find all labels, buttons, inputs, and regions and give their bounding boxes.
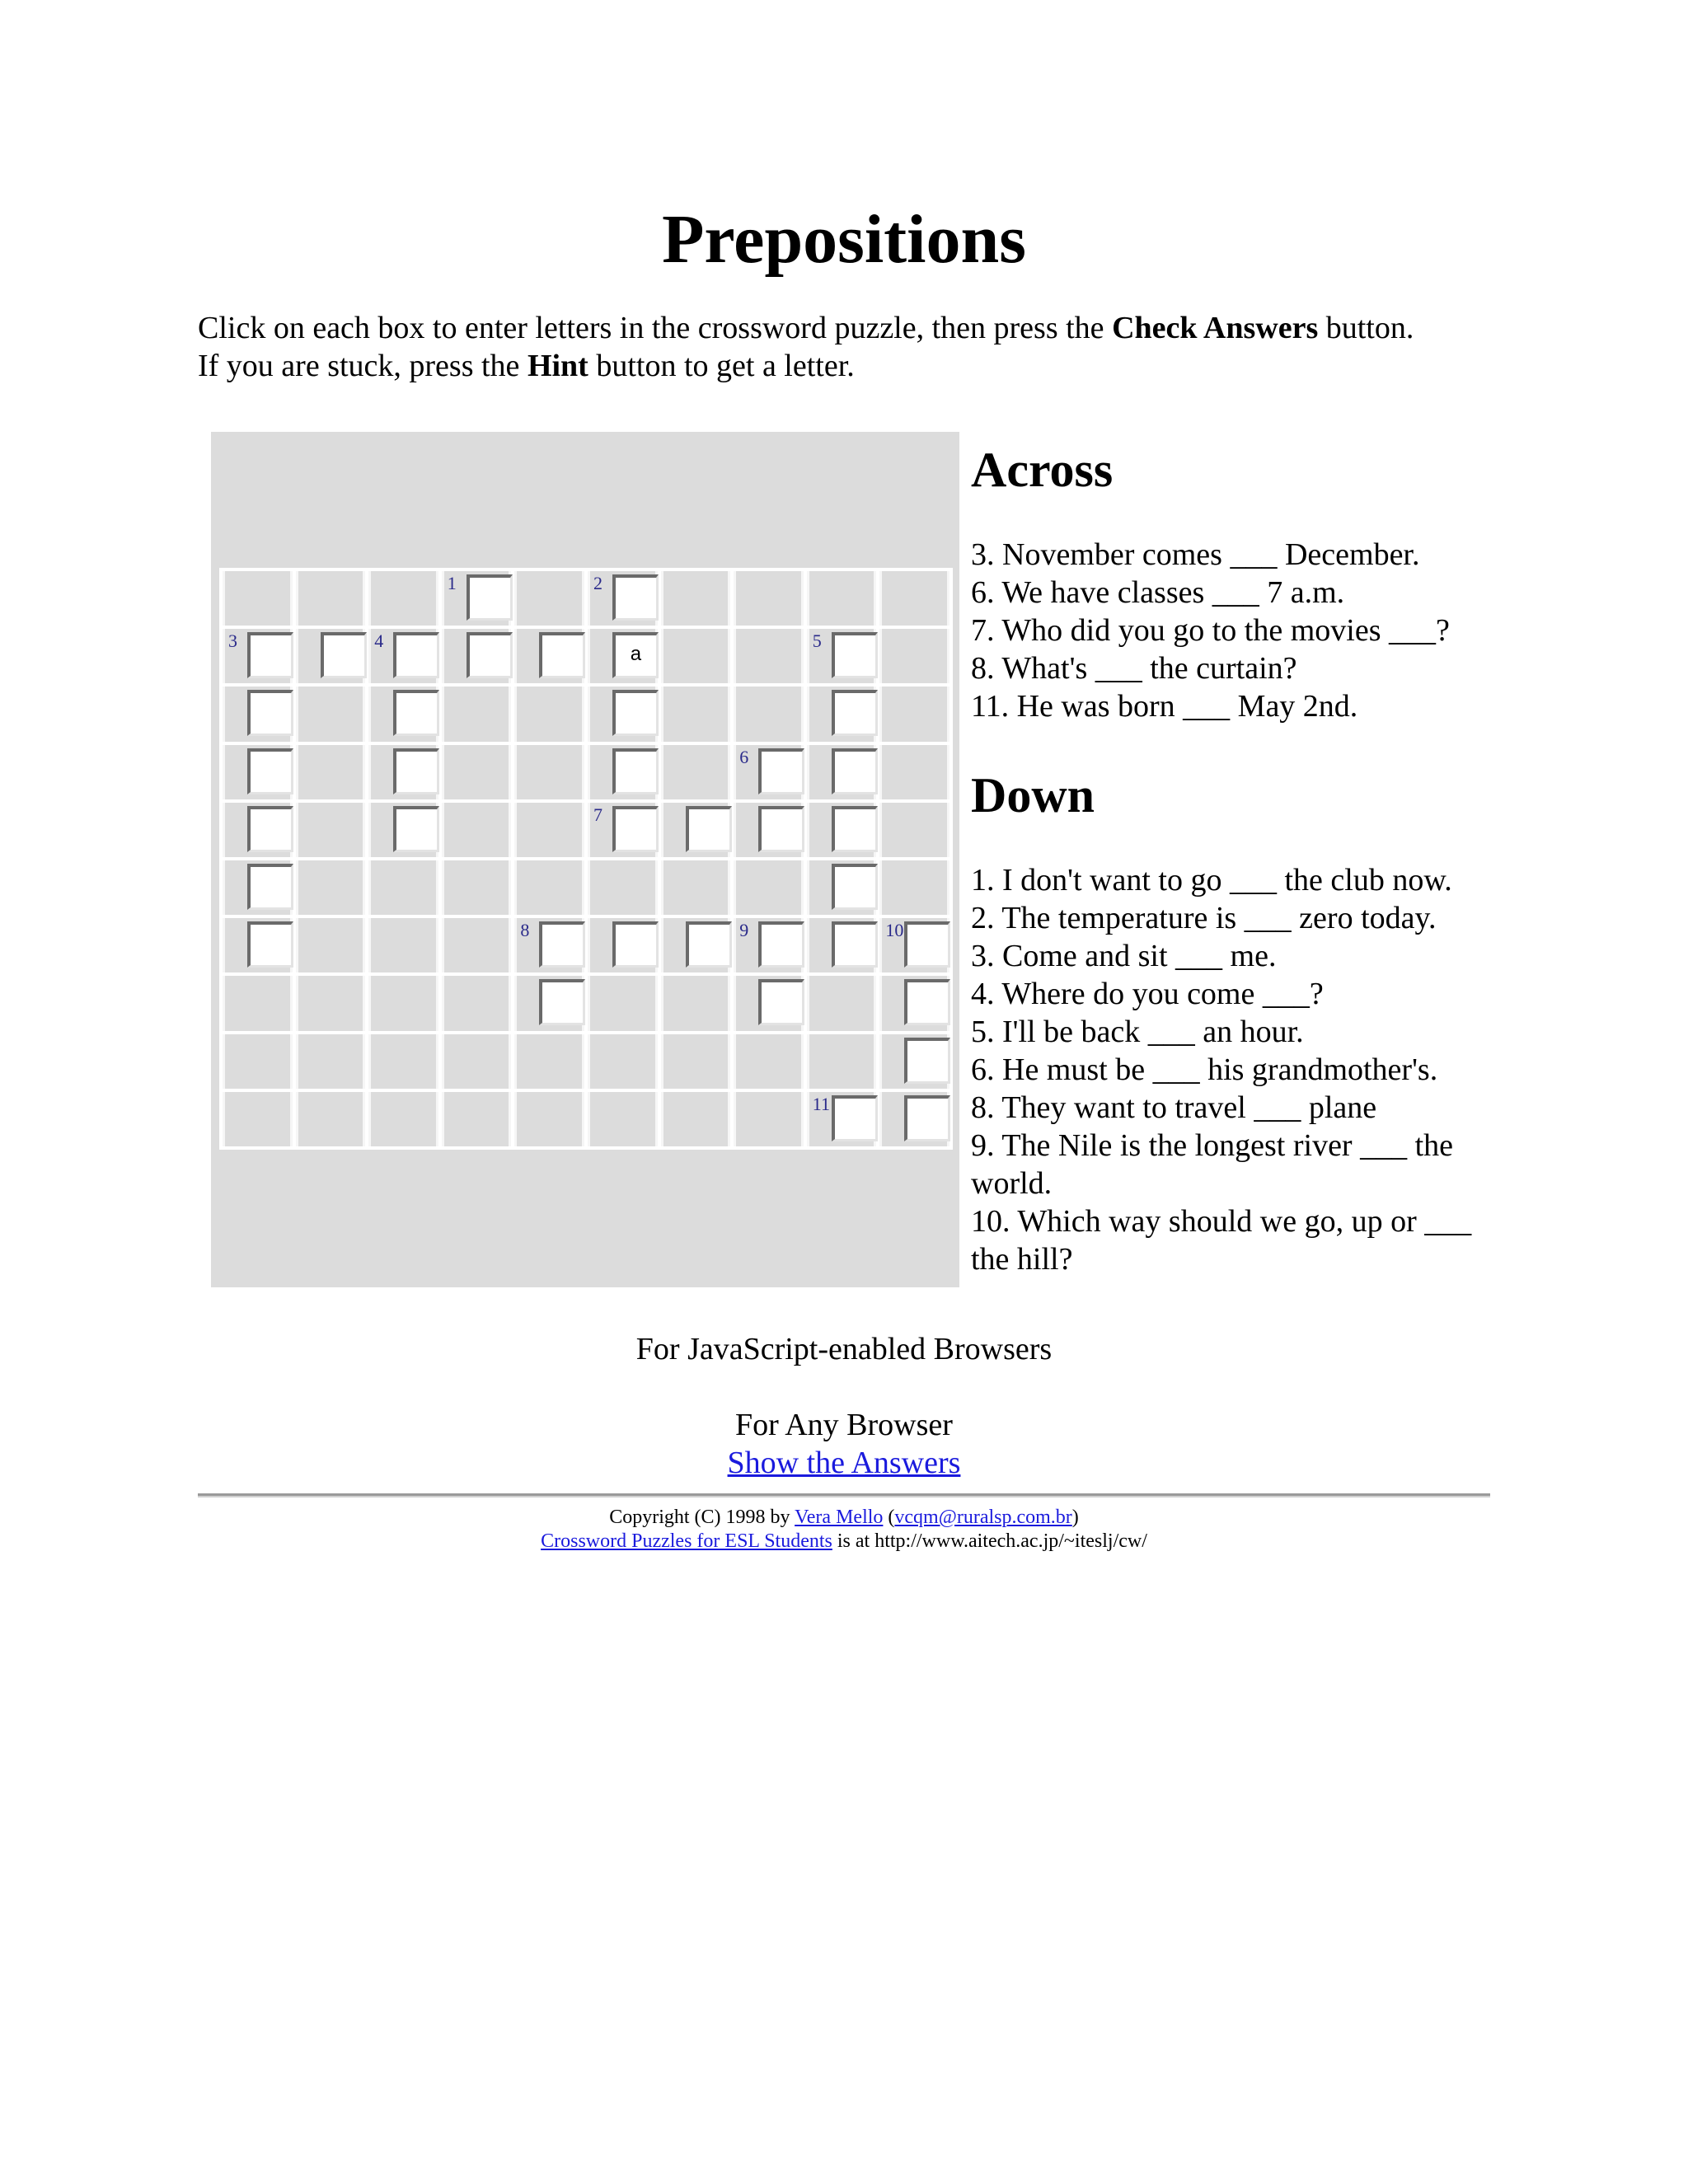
grid-cell xyxy=(296,860,366,915)
grid-cell xyxy=(368,976,438,1030)
instructions-line-2 xyxy=(198,347,1533,385)
grid-cell xyxy=(734,687,804,741)
grid-cell xyxy=(879,918,950,972)
grid-cell xyxy=(807,1034,877,1089)
grid-cell xyxy=(368,1092,438,1146)
grid-cell xyxy=(514,1034,584,1089)
grid-cell xyxy=(661,571,731,626)
down-clue: 1. I don't want to go ___ the club now. xyxy=(971,863,1452,898)
down-clue: 2. The temperature is ___ zero today. xyxy=(971,901,1437,935)
grid-cell xyxy=(734,745,804,799)
letter-box[interactable] xyxy=(393,806,439,852)
letter-box[interactable] xyxy=(904,921,950,968)
letter-box[interactable] xyxy=(612,921,659,968)
grid-cell xyxy=(661,629,731,683)
letter-box[interactable] xyxy=(758,748,804,794)
grid-cell xyxy=(879,1034,950,1089)
grid-cell xyxy=(588,860,658,915)
grid-cell xyxy=(807,687,877,741)
show-answers-row xyxy=(0,1444,1688,1482)
grid-cell xyxy=(223,629,293,683)
grid-cell xyxy=(442,571,512,626)
grid-cell xyxy=(442,745,512,799)
grid-cell xyxy=(514,687,584,741)
grid-cell xyxy=(661,803,731,857)
grid-cell xyxy=(661,918,731,972)
grid-cell xyxy=(514,803,584,857)
letter-box[interactable] xyxy=(832,806,878,852)
grid-cell xyxy=(368,629,438,683)
grid-cell xyxy=(661,1034,731,1089)
letter-box[interactable] xyxy=(832,921,878,968)
grid-cell xyxy=(879,860,950,915)
grid-cell xyxy=(734,571,804,626)
grid-cell xyxy=(879,687,950,741)
letter-box[interactable] xyxy=(539,979,585,1025)
letter-box[interactable] xyxy=(247,806,293,852)
grid-cell xyxy=(588,629,658,683)
clue-number: 8 xyxy=(520,920,530,941)
across-heading: Across xyxy=(971,443,1114,497)
clue-number: 3 xyxy=(228,630,237,652)
clue-number: 10 xyxy=(885,920,904,941)
grid-cell xyxy=(442,918,512,972)
grid-cell xyxy=(296,1092,366,1146)
author-link[interactable]: Vera Mello xyxy=(795,1507,884,1528)
grid-cell xyxy=(514,976,584,1030)
letter-box[interactable] xyxy=(539,921,585,968)
letter-box[interactable] xyxy=(904,1038,950,1084)
grid-cell xyxy=(223,1034,293,1089)
grid-cell xyxy=(661,687,731,741)
crossword-panel xyxy=(211,432,959,1287)
grid-cell xyxy=(296,803,366,857)
grid-cell xyxy=(807,745,877,799)
across-clue: 6. We have classes ___ 7 a.m. xyxy=(971,575,1345,610)
grid-cell xyxy=(368,860,438,915)
grid-cell xyxy=(442,687,512,741)
down-clue: 3. Come and sit ___ me. xyxy=(971,939,1277,973)
grid-cell xyxy=(879,571,950,626)
grid-cell xyxy=(661,745,731,799)
down-heading: Down xyxy=(971,768,1095,823)
site-url-text: is at http://www.aitech.ac.jp/~iteslj/cw/ xyxy=(832,1530,1147,1552)
letter-box[interactable] xyxy=(904,979,950,1025)
show-answers-link[interactable]: Show the Answers xyxy=(727,1446,961,1480)
clue-number: 6 xyxy=(739,746,749,767)
grid-cell xyxy=(588,1092,658,1146)
grid-cell xyxy=(296,1034,366,1089)
grid-cell xyxy=(223,803,293,857)
letter-box[interactable] xyxy=(467,632,513,678)
clue-number: 4 xyxy=(374,630,384,652)
grid-cell xyxy=(807,918,877,972)
down-clue: 4. Where do you come ___? xyxy=(971,977,1324,1011)
clue-number: 7 xyxy=(593,804,603,825)
clue-number: 2 xyxy=(593,573,603,593)
grid-cell xyxy=(588,918,658,972)
grid-cell xyxy=(442,860,512,915)
instructions-line-1 xyxy=(198,309,1533,347)
across-clue: 7. Who did you go to the movies ___? xyxy=(971,613,1450,648)
letter-box[interactable] xyxy=(832,864,878,910)
letter-box[interactable] xyxy=(832,632,878,678)
grid-cell xyxy=(734,1034,804,1089)
grid-cell xyxy=(223,745,293,799)
grid-cell xyxy=(734,860,804,915)
grid-cell xyxy=(661,860,731,915)
across-clue: 3. November comes ___ December. xyxy=(971,537,1420,572)
down-clue: 10. Which way should we go, up or ___ the hill? xyxy=(971,1204,1472,1277)
across-clue: 11. He was born ___ May 2nd. xyxy=(971,689,1358,724)
letter-box[interactable] xyxy=(612,806,659,852)
grid-cell xyxy=(442,803,512,857)
email-link[interactable]: vcqm@ruralsp.com.br xyxy=(894,1507,1072,1528)
instructions-text: Click on each box to enter letters in the crossword puzzle, then press the xyxy=(198,311,1113,345)
grid-cell xyxy=(807,860,877,915)
grid-cell xyxy=(588,803,658,857)
clue-number: 11 xyxy=(812,1093,830,1114)
letter-box[interactable] xyxy=(467,574,513,621)
instructions-text: button to get a letter. xyxy=(588,349,855,383)
grid-cell xyxy=(807,1092,877,1146)
letter-box[interactable] xyxy=(393,632,439,678)
grid-cell xyxy=(807,571,877,626)
footer-divider xyxy=(198,1493,1490,1497)
grid-cell xyxy=(879,629,950,683)
letter-box[interactable] xyxy=(247,864,293,910)
grid-cell xyxy=(588,976,658,1030)
across-clue: 8. What's ___ the curtain? xyxy=(971,651,1297,686)
letter-box[interactable] xyxy=(758,921,804,968)
paren-open: ( xyxy=(883,1507,895,1528)
letter-box[interactable] xyxy=(904,1095,950,1141)
grid-cell xyxy=(879,1092,950,1146)
letter-box[interactable] xyxy=(247,748,293,794)
copyright-line xyxy=(0,1506,1688,1530)
down-clue: 8. They want to travel ___ plane xyxy=(971,1090,1377,1125)
grid-cell xyxy=(807,976,877,1030)
letter-box[interactable] xyxy=(686,921,732,968)
letter-box[interactable]: a xyxy=(612,632,659,678)
letter-box[interactable] xyxy=(612,690,659,736)
page-title: Prepositions xyxy=(662,201,1026,278)
grid-cell xyxy=(223,687,293,741)
crossword-grid xyxy=(219,568,953,1150)
grid-cell xyxy=(223,571,293,626)
grid-cell xyxy=(296,571,366,626)
grid-cell xyxy=(514,918,584,972)
letter-box[interactable] xyxy=(247,690,293,736)
grid-cell xyxy=(588,1034,658,1089)
clue-number: 9 xyxy=(739,920,749,941)
any-browser-label: For Any Browser xyxy=(735,1408,953,1442)
grid-cell xyxy=(734,976,804,1030)
letter-box[interactable] xyxy=(321,632,367,678)
js-browsers-label: For JavaScript-enabled Browsers xyxy=(635,1332,1053,1366)
down-clue: 5. I'll be back ___ an hour. xyxy=(971,1015,1304,1049)
grid-cell xyxy=(296,745,366,799)
site-line xyxy=(0,1530,1688,1554)
hint-label: Hint xyxy=(527,349,588,383)
clue-number: 5 xyxy=(812,630,822,652)
letter-box[interactable] xyxy=(686,806,732,852)
letter-box[interactable] xyxy=(393,690,439,736)
down-clue: 6. He must be ___ his grandmother's. xyxy=(971,1052,1438,1087)
letter-box[interactable] xyxy=(393,748,439,794)
grid-cell xyxy=(514,860,584,915)
instructions-text: If you are stuck, press the xyxy=(198,349,528,383)
grid-cell xyxy=(223,1092,293,1146)
grid-cell xyxy=(223,976,293,1030)
grid-cell xyxy=(368,571,438,626)
letter-box[interactable] xyxy=(247,632,293,678)
down-clues xyxy=(971,861,1498,1278)
esl-crossword-link[interactable]: Crossword Puzzles for ESL Students xyxy=(541,1530,832,1552)
letter-box[interactable] xyxy=(832,1095,878,1141)
grid-cell xyxy=(661,1092,731,1146)
grid-cell xyxy=(296,918,366,972)
grid-cell xyxy=(368,745,438,799)
clue-number: 1 xyxy=(447,573,457,593)
grid-cell xyxy=(514,745,584,799)
grid-cell xyxy=(807,803,877,857)
letter-box[interactable] xyxy=(832,690,878,736)
paren-close: ) xyxy=(1071,1507,1079,1528)
grid-cell xyxy=(879,745,950,799)
grid-cell xyxy=(807,629,877,683)
copyright-text: Copyright (C) 1998 by xyxy=(609,1507,795,1528)
grid-cell xyxy=(296,687,366,741)
check-answers-label: Check Answers xyxy=(1112,311,1319,345)
grid-cell xyxy=(879,803,950,857)
grid-cell xyxy=(879,976,950,1030)
letter-box[interactable] xyxy=(539,632,585,678)
grid-cell xyxy=(368,918,438,972)
grid-cell xyxy=(296,629,366,683)
letter-box[interactable] xyxy=(758,979,804,1025)
grid-cell xyxy=(588,687,658,741)
grid-cell xyxy=(734,918,804,972)
letter-box[interactable] xyxy=(247,921,293,968)
grid-cell xyxy=(588,745,658,799)
letter-box[interactable] xyxy=(612,748,659,794)
grid-cell xyxy=(442,1034,512,1089)
down-clue: 9. The Nile is the longest river ___ the world. xyxy=(971,1128,1454,1201)
letter-box[interactable] xyxy=(612,574,659,621)
grid-cell xyxy=(442,1092,512,1146)
grid-cell xyxy=(514,629,584,683)
across-clues xyxy=(971,536,1498,725)
grid-cell xyxy=(661,976,731,1030)
grid-cell xyxy=(734,1092,804,1146)
grid-cell xyxy=(734,629,804,683)
grid-cell xyxy=(514,571,584,626)
grid-cell xyxy=(368,687,438,741)
grid-cell xyxy=(296,976,366,1030)
instructions-text: button. xyxy=(1318,311,1414,345)
grid-cell xyxy=(442,629,512,683)
grid-cell xyxy=(514,1092,584,1146)
grid-cell xyxy=(442,976,512,1030)
grid-cell xyxy=(223,918,293,972)
letter-box[interactable] xyxy=(758,806,804,852)
grid-cell xyxy=(223,860,293,915)
grid-cell xyxy=(588,571,658,626)
grid-cell xyxy=(734,803,804,857)
grid-cell xyxy=(368,1034,438,1089)
grid-cell xyxy=(368,803,438,857)
letter-box[interactable] xyxy=(832,748,878,794)
